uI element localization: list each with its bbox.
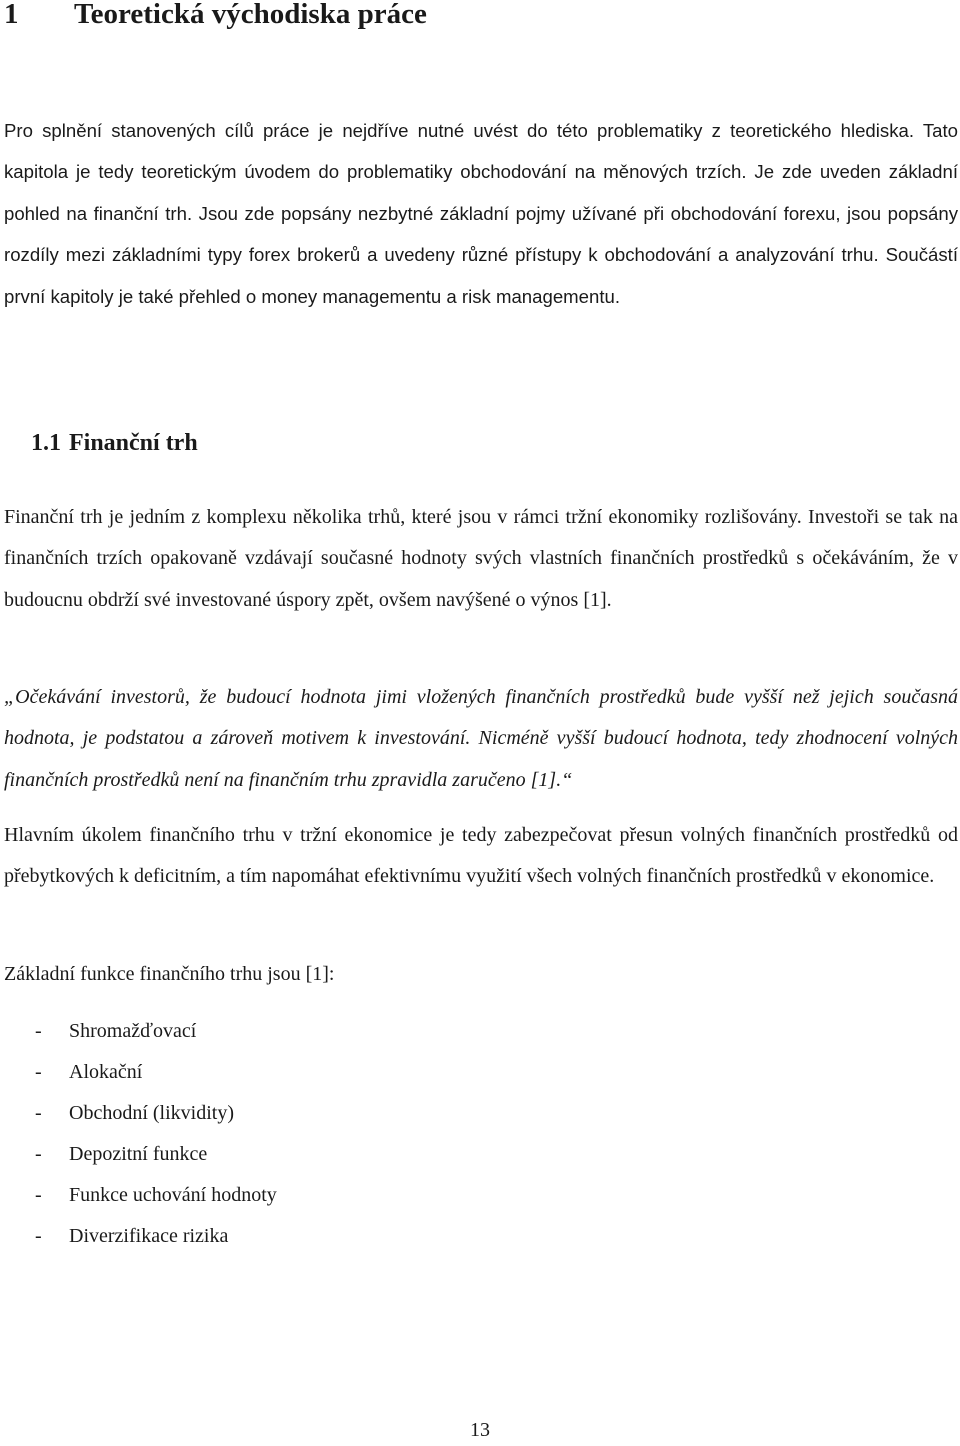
list-item [4,1175,277,1216]
list-dash: - [35,1020,42,1042]
list-dash: - [35,1102,42,1124]
chapter-heading [4,0,427,34]
list-item [4,1011,277,1052]
section-title: Finanční trh [69,430,198,456]
section-number: 1.1 [31,430,61,456]
intro-paragraph [4,110,958,317]
list-item-text: Funkce uchování hodnoty [69,1184,277,1206]
list-dash: - [35,1184,42,1206]
list-dash: - [35,1061,42,1083]
list-dash: - [35,1225,42,1247]
list-item-text: Alokační [69,1061,143,1083]
list-item-text: Shromažďovací [69,1020,197,1042]
paragraph-main-task: Hlavním úkolem finančního trhu v tržní ekonomice je tedy zabezpečovat přesun volných finančních prostředků od přebytkových k deficitním, a tím napomáhat efektivnímu využití všech volných finančních prostředků v ekonomice. [4,824,958,888]
chapter-number: 1 [4,0,19,30]
quote-paragraph: „Očekávání investorů, že budoucí hodnota jimi vložených finančních prostředků bude vyšší než jejich současná hodnota, je podstatou a zároveň motivem k investování. Nicméně vyšší budoucí hodnota, tedy zhodnocení volných finančních prostředků není na finančním trhu zpravidla zaručeno [1].“ [4,686,958,791]
list-item [4,1093,277,1134]
functions-list [4,1011,277,1257]
intro-paragraph-part-3: Součástí první kapitoly je také přehled o money managementu a risk managementu. [4,244,958,307]
paragraph-financial-market: Finanční trh je jedním z komplexu několika trhů, které jsou v rámci tržní ekonomiky rozlišovány. Investoři se tak na finančních trzích opakovaně vzdávají současné hodnoty svých vlastních finančních prostředků s očekáváním, že v budoucnu obdrží své investované úspory zpět, ovšem navýšené o výnos [1]. [4,506,958,611]
list-item [4,1052,277,1093]
list-item [4,1216,277,1257]
list-dash: - [35,1143,42,1165]
chapter-title: Teoretická východiska práce [74,0,427,30]
functions-intro: Základní funkce finančního trhu jsou [1]: [4,963,335,985]
list-item-text: Obchodní (likvidity) [69,1102,234,1124]
list-item [4,1134,277,1175]
list-item-text: Diverzifikace rizika [69,1225,229,1247]
list-item-text: Depozitní funkce [69,1143,208,1165]
page-number: 13 [470,1419,490,1441]
intro-paragraph-part-1: Pro splnění stanovených cílů práce je nejdříve nutné uvést do této problematiky z teoretického hlediska. Tato kapitola je tedy teoretickým úvodem do problematiky obchodování na měnových trzích. Je zde uveden základní pohled na finanční trh. [4,120,958,224]
section-heading [4,423,198,463]
intro-paragraph-part-2: Jsou zde popsány nezbytné základní pojmy užívané při obchodování forexu, jsou popsány rozdíly mezi základními typy forex brokerů a uvedeny různé přístupy k obchodování a analyzování trhu. [4,202,958,266]
